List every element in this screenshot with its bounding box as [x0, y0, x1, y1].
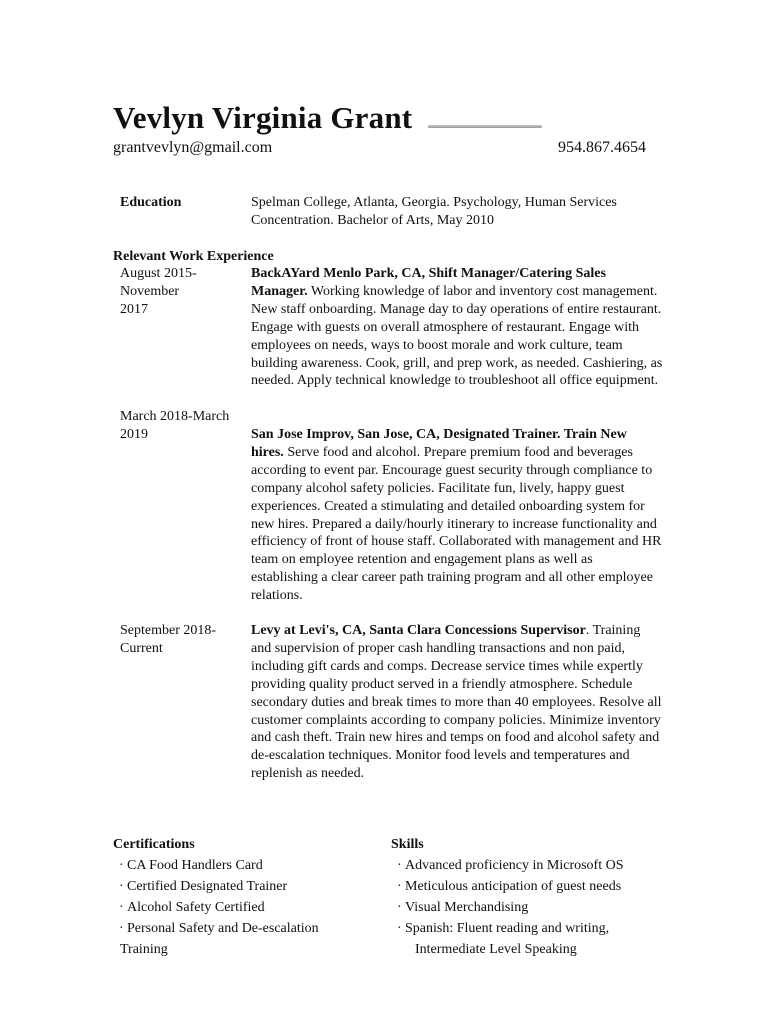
job-1-dates-line-2: November [120, 284, 180, 299]
certification-text: Certified Designated Trainer [127, 879, 288, 894]
phone-number: 954.867.4654 [558, 139, 646, 156]
certification-text: Alcohol Safety Certified [127, 900, 265, 915]
education-label: Education [120, 195, 182, 210]
skill-text: Advanced proficiency in Microsoft OS [405, 858, 624, 873]
list-item [113, 876, 373, 897]
bullet-icon: · [119, 879, 124, 894]
certifications-heading: Certifications [113, 837, 195, 852]
job-3-dates-line-2: Current [120, 641, 163, 656]
certification-text-continued: Training [120, 942, 168, 957]
skill-text: Meticulous anticipation of guest needs [405, 879, 622, 894]
education-line-2: Concentration. Bachelor of Arts, May 2010 [251, 212, 495, 228]
education-details [251, 194, 663, 230]
list-item [113, 918, 373, 960]
bullet-icon: · [397, 858, 402, 873]
skills-list [391, 855, 651, 960]
certifications-section [113, 836, 373, 960]
job-2-dates-line-1: March 2018-March [120, 409, 230, 424]
skills-section [391, 836, 651, 960]
bullet-icon: · [397, 921, 402, 936]
job-1-description: Working knowledge of labor and inventory cost management. New staff onboarding. Manage day to day operations of entire restaurant. Engage with guests on overall atmosphere of restaurant. Engage with employees on needs, ways to boost morale and work culture, team building awareness. Cook, grill, and prep work, as needed. Cashiering, as needed. Apply technical knowledge to troubleshoot all office equipment. [251, 283, 663, 389]
skill-text: Visual Merchandising [405, 900, 529, 915]
bullet-icon: · [397, 900, 402, 915]
job-1-dates-line-1: August 2015- [120, 266, 197, 281]
certifications-list [113, 855, 373, 960]
job-2-dates-line-2: 2019 [120, 427, 148, 442]
education-line-1: Spelman College, Atlanta, Georgia. Psychology, Human Services [251, 195, 617, 210]
skill-text-continued: Intermediate Level Speaking [415, 942, 577, 957]
job-3-dates [120, 622, 248, 658]
list-item [113, 897, 373, 918]
job-1-entry [251, 265, 663, 390]
job-1-dates [120, 265, 248, 319]
job-1-dates-line-3: 2017 [120, 302, 148, 317]
bullet-icon: · [119, 858, 124, 873]
job-3-title: Levy at Levi's, CA, Santa Clara Concessions Supervisor [251, 623, 586, 638]
bullet-icon: · [397, 879, 402, 894]
job-3-entry [251, 622, 663, 783]
list-item [113, 855, 373, 876]
job-2-entry [251, 426, 663, 605]
certification-text: Personal Safety and De-escalation [127, 921, 319, 936]
bullet-icon: · [119, 921, 124, 936]
experience-heading: Relevant Work Experience [113, 249, 274, 264]
name-underline-rule [428, 125, 542, 128]
job-2-title: San Jose Improv, San Jose, CA, Designated Trainer. Train New hires. [251, 427, 627, 460]
list-item [391, 897, 651, 918]
job-2-description: Serve food and alcohol. Prepare premium food and beverages according to event par. Encourage guest security through compliance to company alcohol safety policies. Facilitate fun, lively, happy guest experiences. Created a stimulating and detailed onboarding system for new hires. Prepared a daily/hourly itinerary to increase functionality and efficiency of front of house staff. Collaborated with management and HR team on employee retention and engagement plans as well as establishing a clear career path training program and all other employee relations. [251, 444, 662, 604]
skills-heading: Skills [391, 837, 424, 852]
list-item [391, 855, 651, 876]
job-2-dates [120, 408, 248, 444]
bullet-icon: · [119, 900, 124, 915]
job-1-title: BackAYard Menlo Park, CA, Shift Manager/Catering Sales Manager. [251, 266, 606, 299]
list-item [391, 876, 651, 897]
email-address: grantvevlyn@gmail.com [113, 139, 273, 156]
certification-text: CA Food Handlers Card [127, 858, 263, 873]
resume-name: Vevlyn Virginia Grant [113, 100, 413, 135]
skill-text: Spanish: Fluent reading and writing, [405, 921, 610, 936]
list-item [391, 918, 651, 960]
job-3-description: . Training and supervision of proper cash handling transactions and non paid, including gift cards and comps. Decrease service times while expertly providing quality product served in a friendly atmosphere. Schedule secondary duties and break times to more than 40 employees. Resolve all customer complaints according to company policies. Minimize inventory and cash theft. Train new hires and temps on food and alcohol safety and de-escalation techniques. Monitor food levels and temperatures and replenish as needed. [251, 623, 662, 782]
job-3-dates-line-1: September 2018- [120, 623, 217, 638]
